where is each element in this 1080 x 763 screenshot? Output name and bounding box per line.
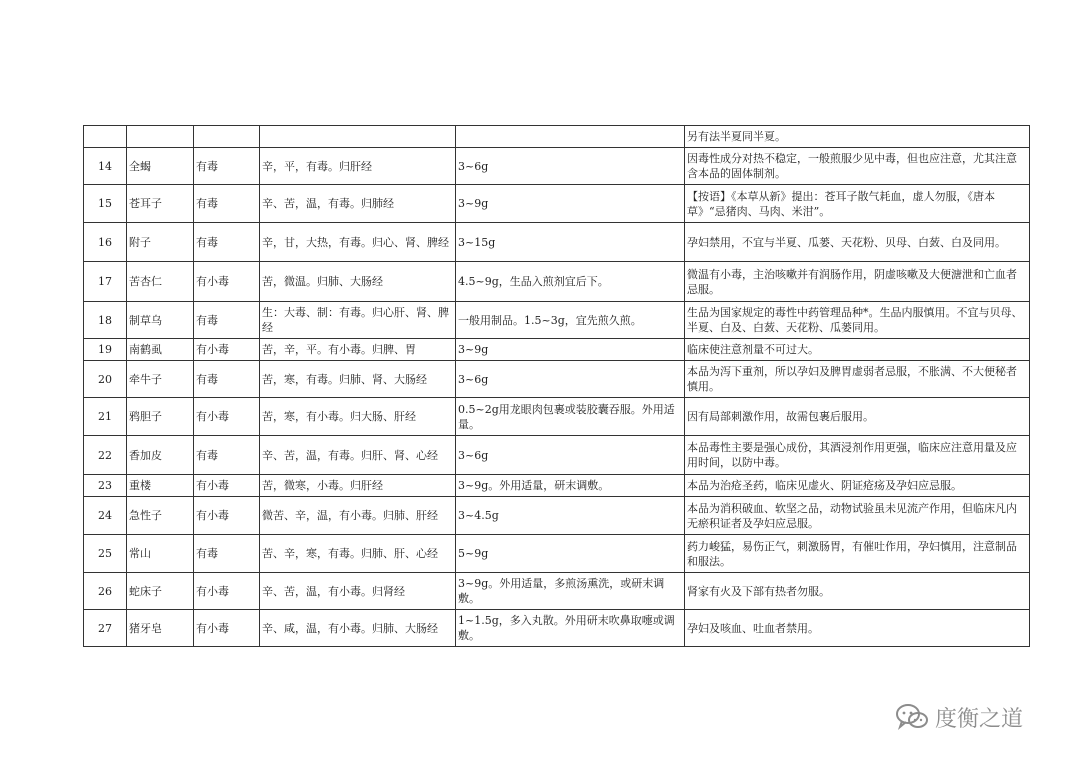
cell-caution: 肾家有火及下部有热者勿服。 (685, 573, 1030, 610)
cell-property: 辛，甘，大热，有毒。归心、肾、脾经 (260, 223, 456, 262)
cell-toxicity: 有毒 (194, 535, 260, 573)
cell-property: 苦，微寒，小毒。归肝经 (260, 475, 456, 497)
cell-caution: 生品为国家规定的毒性中药管理品种*。生品内服慎用。不宜与贝母、半夏、白及、白蔹、天花粉、瓜蒌同用。 (685, 302, 1030, 339)
cell-dosage: 3~9g (456, 185, 685, 223)
table-row (84, 475, 1030, 497)
table-row (84, 497, 1030, 535)
cell-number: 15 (84, 185, 127, 223)
cell-name: 猪牙皂 (127, 610, 194, 647)
table-row (84, 398, 1030, 436)
cell-dosage: 3~9g (456, 339, 685, 361)
table-row (84, 535, 1030, 573)
cell-toxicity: 有毒 (194, 436, 260, 475)
cell-name: 苦杏仁 (127, 262, 194, 302)
table-row (84, 436, 1030, 475)
cell-dosage: 1~1.5g，多入丸散。外用研末吹鼻取嚏或调敷。 (456, 610, 685, 647)
cell-number: 14 (84, 148, 127, 185)
cell-caution: 本品为消积破血、软坚之品，动物试验虽未见流产作用，但临床凡内无瘀积证者及孕妇应忌服。 (685, 497, 1030, 535)
cell-name: 重楼 (127, 475, 194, 497)
table-row (84, 339, 1030, 361)
table-row (84, 126, 1030, 148)
cell-name: 香加皮 (127, 436, 194, 475)
cell-property: 辛、咸，温，有小毒。归肺、大肠经 (260, 610, 456, 647)
cell-number: 25 (84, 535, 127, 573)
cell-toxicity: 有小毒 (194, 262, 260, 302)
table-row (84, 262, 1030, 302)
cell-number: 17 (84, 262, 127, 302)
cell-name: 南鹤虱 (127, 339, 194, 361)
cell-name: 急性子 (127, 497, 194, 535)
cell-toxicity: 有小毒 (194, 610, 260, 647)
cell-name: 蛇床子 (127, 573, 194, 610)
cell-number: 19 (84, 339, 127, 361)
cell-property: 苦，寒，有小毒。归大肠、肝经 (260, 398, 456, 436)
cell-toxicity: 有小毒 (194, 497, 260, 535)
cell-dosage: 3~6g (456, 436, 685, 475)
table-row (84, 302, 1030, 339)
table-row (84, 361, 1030, 398)
cell-caution: 因毒性成分对热不稳定，一般煎服少见中毒，但也应注意，尤其注意含本品的固体制剂。 (685, 148, 1030, 185)
cell-toxicity: 有毒 (194, 148, 260, 185)
cell-caution: 因有局部刺激作用，故需包裹后服用。 (685, 398, 1030, 436)
cell-property: 苦，辛，平。有小毒。归脾、胃 (260, 339, 456, 361)
cell-property: 辛、苦，温，有小毒。归肾经 (260, 573, 456, 610)
watermark-text: 度衡之道 (935, 706, 1024, 732)
cell-name: 牵牛子 (127, 361, 194, 398)
cell-caution: 另有法半夏同半夏。 (685, 126, 1030, 148)
cell-caution: 孕妇及咳血、吐血者禁用。 (685, 610, 1030, 647)
table-row (84, 573, 1030, 610)
cell-property: 辛、苦，温，有毒。归肝、肾、心经 (260, 436, 456, 475)
cell-number: 24 (84, 497, 127, 535)
cell-caution: 微温有小毒，主治咳嗽并有润肠作用，阴虚咳嗽及大便溏泄和亡血者忌服。 (685, 262, 1030, 302)
cell-property: 苦，寒，有毒。归肺、肾、大肠经 (260, 361, 456, 398)
cell-property (260, 126, 456, 148)
cell-toxicity: 有小毒 (194, 475, 260, 497)
cell-property: 苦、辛，寒，有毒。归肺、肝、心经 (260, 535, 456, 573)
cell-caution: 本品毒性主要是强心成份，其酒浸剂作用更强，临床应注意用量及应用时间，以防中毒。 (685, 436, 1030, 475)
cell-property: 苦，微温。归肺、大肠经 (260, 262, 456, 302)
table-row (84, 185, 1030, 223)
cell-dosage (456, 126, 685, 148)
cell-dosage: 3~15g (456, 223, 685, 262)
cell-property: 生：大毒、制：有毒。归心肝、肾、脾经 (260, 302, 456, 339)
cell-toxicity: 有小毒 (194, 573, 260, 610)
cell-number: 18 (84, 302, 127, 339)
wechat-icon (895, 702, 929, 732)
cell-dosage: 3~6g (456, 361, 685, 398)
cell-caution: 本品为治疮圣药，临床见虚火、阴证疮疡及孕妇应忌服。 (685, 475, 1030, 497)
cell-name: 制草乌 (127, 302, 194, 339)
cell-name: 全蝎 (127, 148, 194, 185)
cell-toxicity: 有毒 (194, 185, 260, 223)
cell-caution: 本品为泻下重剂，所以孕妇及脾胃虚弱者忌服，不胀满、不大便秘者慎用。 (685, 361, 1030, 398)
cell-name (127, 126, 194, 148)
cell-number (84, 126, 127, 148)
cell-toxicity (194, 126, 260, 148)
table-row (84, 610, 1030, 647)
cell-number: 22 (84, 436, 127, 475)
herb-toxicity-table (83, 125, 1030, 647)
cell-caution: 孕妇禁用，不宜与半夏、瓜蒌、天花粉、贝母、白蔹、白及同用。 (685, 223, 1030, 262)
cell-caution: 药力峻猛，易伤正气，刺激肠胃，有催吐作用，孕妇慎用，注意制品和服法。 (685, 535, 1030, 573)
cell-number: 27 (84, 610, 127, 647)
cell-toxicity: 有毒 (194, 361, 260, 398)
cell-number: 26 (84, 573, 127, 610)
table-row (84, 148, 1030, 185)
cell-dosage: 3~6g (456, 148, 685, 185)
cell-name: 常山 (127, 535, 194, 573)
cell-dosage: 3~4.5g (456, 497, 685, 535)
cell-number: 21 (84, 398, 127, 436)
cell-dosage: 4.5~9g，生品入煎剂宜后下。 (456, 262, 685, 302)
cell-name: 鸦胆子 (127, 398, 194, 436)
cell-dosage: 5~9g (456, 535, 685, 573)
cell-dosage: 3~9g。外用适量，研末调敷。 (456, 475, 685, 497)
cell-property: 辛、苦，温，有毒。归肺经 (260, 185, 456, 223)
cell-dosage: 一般用制品。1.5~3g，宜先煎久煎。 (456, 302, 685, 339)
cell-toxicity: 有毒 (194, 302, 260, 339)
cell-number: 16 (84, 223, 127, 262)
cell-dosage: 3~9g。外用适量，多煎汤熏洗，或研末调敷。 (456, 573, 685, 610)
cell-caution: 临床使注意剂量不可过大。 (685, 339, 1030, 361)
watermark (895, 700, 1023, 734)
cell-toxicity: 有小毒 (194, 339, 260, 361)
cell-toxicity: 有小毒 (194, 398, 260, 436)
cell-dosage: 0.5~2g用龙眼肉包裹或装胶囊吞服。外用适量。 (456, 398, 685, 436)
cell-name: 附子 (127, 223, 194, 262)
cell-property: 微苦、辛，温，有小毒。归肺、肝经 (260, 497, 456, 535)
cell-number: 20 (84, 361, 127, 398)
cell-name: 苍耳子 (127, 185, 194, 223)
table-row (84, 223, 1030, 262)
cell-toxicity: 有毒 (194, 223, 260, 262)
cell-property: 辛，平，有毒。归肝经 (260, 148, 456, 185)
cell-number: 23 (84, 475, 127, 497)
cell-caution: 【按语】《本草从新》提出：苍耳子散气耗血，虚人勿服，《唐本草》“忌猪肉、马肉、米泔”。 (685, 185, 1030, 223)
